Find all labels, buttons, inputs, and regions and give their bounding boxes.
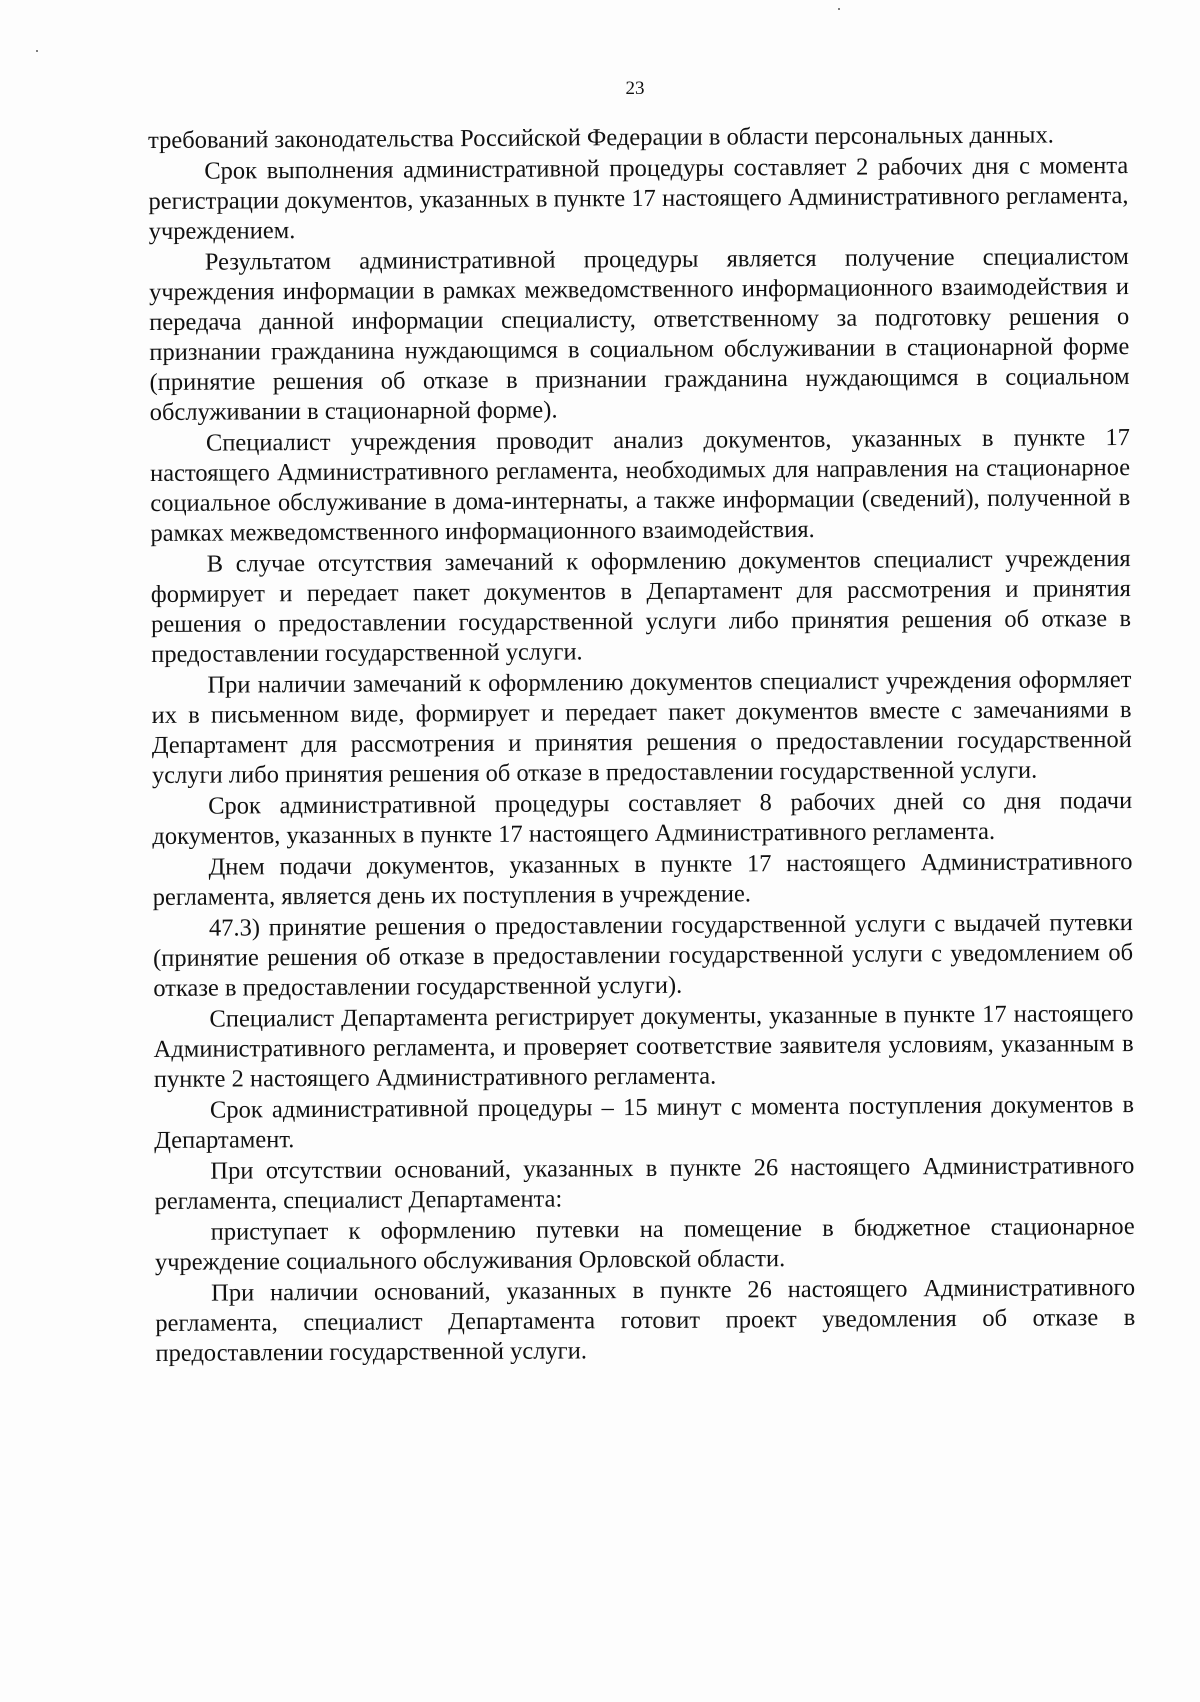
paragraph: Днем подачи документов, указанных в пункте 17 настоящего Административного регламента, является день их поступления в учреждение. bbox=[152, 848, 1133, 911]
paragraph: требований законодательства Российской Федерации в области персональных данных. bbox=[148, 121, 1054, 154]
paragraph: Специалист учреждения проводит анализ документов, указанных в пункте 17 настоящего Административного регламента, необходимых для направления на стационарное социальное обслуживание в дома-интернаты, а также информации (сведений), полученной в рамках межведомственного информационного взаимодействия. bbox=[150, 424, 1131, 547]
paragraph: Срок выполнения административной процедуры составляет 2 рабочих дня с момента регистрации документов, указанных в пункте 17 настоящего Административного регламента, учреждением. bbox=[148, 152, 1129, 245]
paragraph: Срок административной процедуры – 15 минут с момента поступления документов в Департамент. bbox=[154, 1090, 1135, 1154]
paragraph: При отсутствии оснований, указанных в пункте 26 настоящего Административного регламента, специалист Департамента: bbox=[154, 1151, 1135, 1215]
scan-speck bbox=[36, 50, 38, 52]
scan-speck bbox=[838, 8, 840, 10]
paragraph: В случае отсутствия замечаний к оформлению документов специалист учреждения формирует и передает пакет документов в Департамент для рассмотрения и принятия решения о предоставлении государственной услуги либо принятия решения об отказе в предоставлении государственной услуги. bbox=[150, 545, 1132, 668]
paragraph: 47.3) принятие решения о предоставлении государственной услуги с выдачей путевки (принятие решения об отказе в предоставлении государственной услуги с уведомлением об отказе в предоставлении государственной услуги). bbox=[153, 908, 1134, 1002]
paragraph: Специалист Департамента регистрирует документы, указанные в пункте 17 настоящего Административного регламента, и проверяет соответствие заявителя условиям, указанным в пункте 2 настоящего Административного регламента. bbox=[153, 999, 1134, 1093]
paragraph: При наличии оснований, указанных в пункте 26 настоящего Административного регламента, специалист Департамента готовит проект уведомления об отказе в предоставлении государственной услуги. bbox=[155, 1273, 1136, 1367]
paragraph: Результатом административной процедуры является получение специалистом учреждения информации в рамках межведомственного информационного взаимодействия и передача данной информации специалисту, ответственному за подготовку решения о признании гражданина нуждающимся в социальном обслуживании в стационарной форме (принятие решения об отказе в признании гражданина нуждающимся в социальном обслуживании в стационарной форме). bbox=[148, 243, 1130, 426]
document-body bbox=[148, 120, 1136, 1370]
paragraph: При наличии замечаний к оформлению документов специалист учреждения оформляет их в письменном виде, формирует и передает пакет документов вместе с замечаниями в Департамент для рассмотрения и принятия решения о предоставлении государственной услуги либо принятия решения об отказе в предоставлении государственной услуги. bbox=[151, 666, 1132, 789]
paragraph: Срок административной процедуры составляет 8 рабочих дней со дня подачи документов, указанных в пункте 17 настоящего Административного регламента. bbox=[152, 787, 1133, 850]
paragraph: приступает к оформлению путевки на помещение в бюджетное стационарное учреждение социального обслуживания Орловской области. bbox=[154, 1212, 1135, 1276]
page-number: 23 bbox=[625, 78, 645, 99]
